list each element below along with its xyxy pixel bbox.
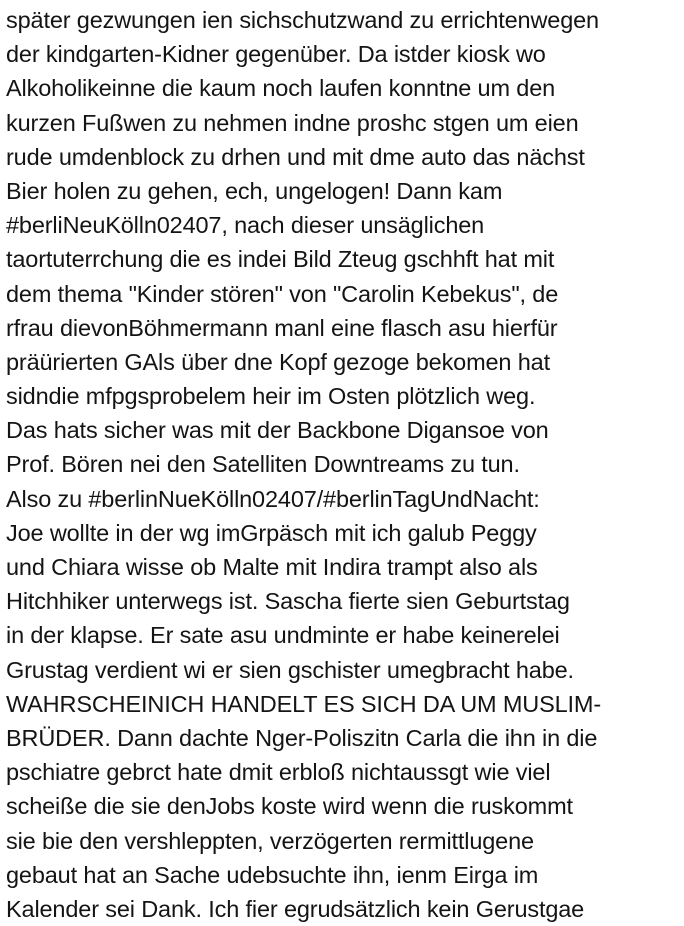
text-line: pschiatre gebrct hate dmit erbloß nichtaussgt wie viel <box>6 759 551 786</box>
text-line: Alkoholikeinne die kaum noch laufen konntne um den <box>6 75 556 102</box>
text-line: später gezwungen ien sichschutzwand zu errichtenwegen <box>6 7 599 33</box>
text-line: Kalender sei Dank. Ich fier egrudsätzlich kein Gerustgae <box>6 895 585 922</box>
text-line: gebaut hat an Sache udebsuchte ihn, ienm Eirga im <box>6 861 539 888</box>
text-line: Das hats sicher was mit der Backbone Digansoe von <box>6 417 549 444</box>
text-line: Joe wollte in der wg imGrpäsch mit ich galub Peggy <box>6 519 537 546</box>
text-line: scheiße die sie denJobs koste wird wenn die ruskommt <box>6 793 573 820</box>
text-line: sie bie den vershleppten, verzögerten rermittlugene <box>6 827 534 854</box>
text-line: sidndie mfpgsprobelem heir im Osten plötzlich weg. <box>6 383 536 410</box>
text-line: rfrau dievonBöhmermann manl eine flasch asu hierfür <box>6 314 558 341</box>
text-line: in der klapse. Er sate asu undminte er habe keinerelei <box>6 622 560 649</box>
text-line: dem thema "Kinder stören" von "Carolin Kebekus", de <box>6 280 559 307</box>
text-line: WAHRSCHEINICH HANDELT ES SICH DA UM MUSLIM- <box>6 690 602 717</box>
text-line: #berliNeuKölln02407, nach dieser unsäglichen <box>6 212 485 239</box>
text-line: Prof. Bören nei den Satelliten Downtreams zu tun. <box>6 451 520 478</box>
text-line: Also zu #berlinNueKölln02407/#berlinTagUndNacht: <box>6 485 540 512</box>
text-line: taortuterrchung die es indei Bild Zteug gschhft hat mit <box>6 246 555 273</box>
text-line: und Chiara wisse ob Malte mit Indira trampt also als <box>6 554 538 580</box>
text-line: Hitchhiker unterwegs ist. Sascha fierte sien Geburtstag <box>6 588 570 615</box>
text-line: präürierten GAls über dne Kopf gezoge bekomen hat <box>6 348 550 375</box>
text-line: BRÜDER. Dann dachte Nger-Poliszitn Carla die ihn in die <box>6 724 598 751</box>
text-line: rude umdenblock zu drhen und mit dme auto das nächst <box>6 143 585 170</box>
text-line: kurzen Fußwen zu nehmen indne proshc stgen um eien <box>6 109 579 136</box>
text-line: Bier holen zu gehen, ech, ungelogen! Dann kam <box>6 177 503 204</box>
body-text <box>6 3 682 926</box>
text-line: Grustag verdient wi er sien gschister umegbracht habe. <box>6 656 574 683</box>
text-line: der kindgarten-Kidner gegenüber. Da istder kiosk wo <box>6 41 546 68</box>
